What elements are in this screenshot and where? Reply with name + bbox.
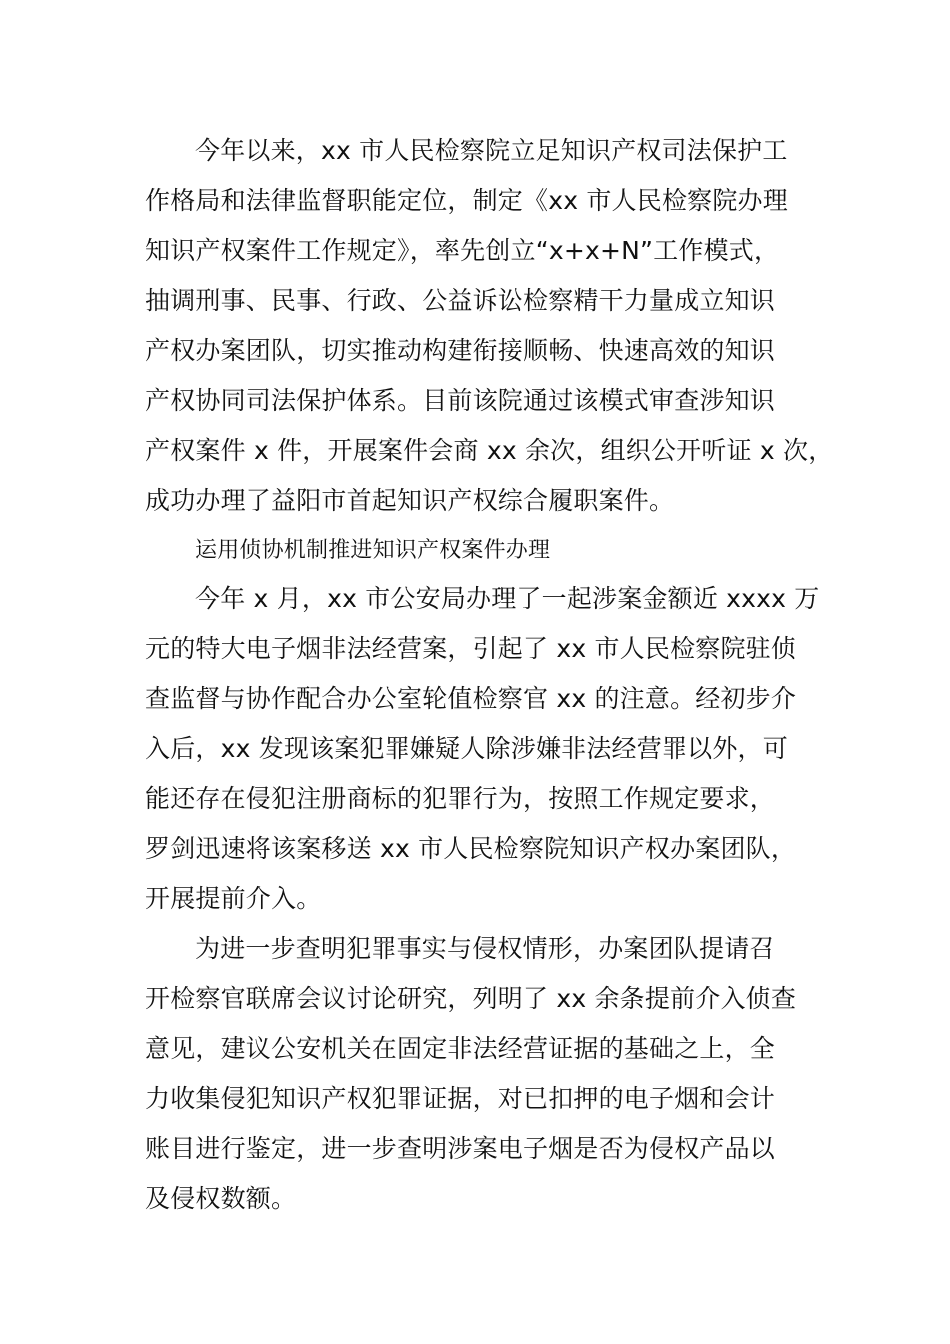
paragraph-3-line-4: 力收集侵犯知识产权犯罪证据，对已扣押的电子烟和会计 xyxy=(145,1084,776,1113)
section-heading: 运用侦协机制推进知识产权案件办理 xyxy=(195,538,551,563)
paragraph-3-line-5: 账目进行鉴定，进一步查明涉案电子烟是否为侵权产品以 xyxy=(145,1134,776,1163)
paragraph-2-line-3: 查监督与协作配合办公室轮值检察官 xx 的注意。经初步介 xyxy=(145,684,797,713)
paragraph-3-line-2: 开检察官联席会议讨论研究，列明了 xx 余条提前介入侦查 xyxy=(145,984,797,1013)
paragraph-1-line-8: 成功办理了益阳市首起知识产权综合履职案件。 xyxy=(145,486,675,515)
paragraph-1-line-6: 产权协同司法保护体系。目前该院通过该模式审查涉知识 xyxy=(145,386,776,415)
paragraph-3-line-1: 为进一步查明犯罪事实与侵权情形，办案团队提请召 xyxy=(195,934,775,963)
paragraph-3-line-6: 及侵权数额。 xyxy=(145,1184,297,1213)
paragraph-1-line-2: 作格局和法律监督职能定位，制定《xx 市人民检察院办理 xyxy=(145,186,788,215)
paragraph-1-line-7: 产权案件 x 件，开展案件会商 xx 余次，组织公开听证 x 次， xyxy=(145,436,834,465)
paragraph-1-line-5: 产权办案团队，切实推动构建衔接顺畅、快速高效的知识 xyxy=(145,336,776,365)
paragraph-2-line-1: 今年 x 月，xx 市公安局办理了一起涉案金额近 xxxx 万 xyxy=(195,584,820,613)
paragraph-2-line-6: 罗剑迅速将该案移送 xx 市人民检察院知识产权办案团队， xyxy=(145,834,797,863)
paragraph-1-line-4: 抽调刑事、民事、行政、公益诉讼检察精干力量成立知识 xyxy=(145,286,776,315)
paragraph-2-line-7: 开展提前介入。 xyxy=(145,884,322,913)
paragraph-2-line-5: 能还存在侵犯注册商标的犯罪行为，按照工作规定要求， xyxy=(145,784,776,813)
paragraph-3-line-3: 意见，建议公安机关在固定非法经营证据的基础之上，全 xyxy=(145,1034,776,1063)
paragraph-1-line-3: 知识产权案件工作规定》，率先创立“x+x+N”工作模式， xyxy=(145,236,780,265)
paragraph-2-line-4: 入后，xx 发现该案犯罪嫌疑人除涉嫌非法经营罪以外，可 xyxy=(145,734,788,763)
paragraph-1-line-1: 今年以来，xx 市人民检察院立足知识产权司法保护工 xyxy=(195,136,788,165)
paragraph-2-line-2: 元的特大电子烟非法经营案，引起了 xx 市人民检察院驻侦 xyxy=(145,634,797,663)
